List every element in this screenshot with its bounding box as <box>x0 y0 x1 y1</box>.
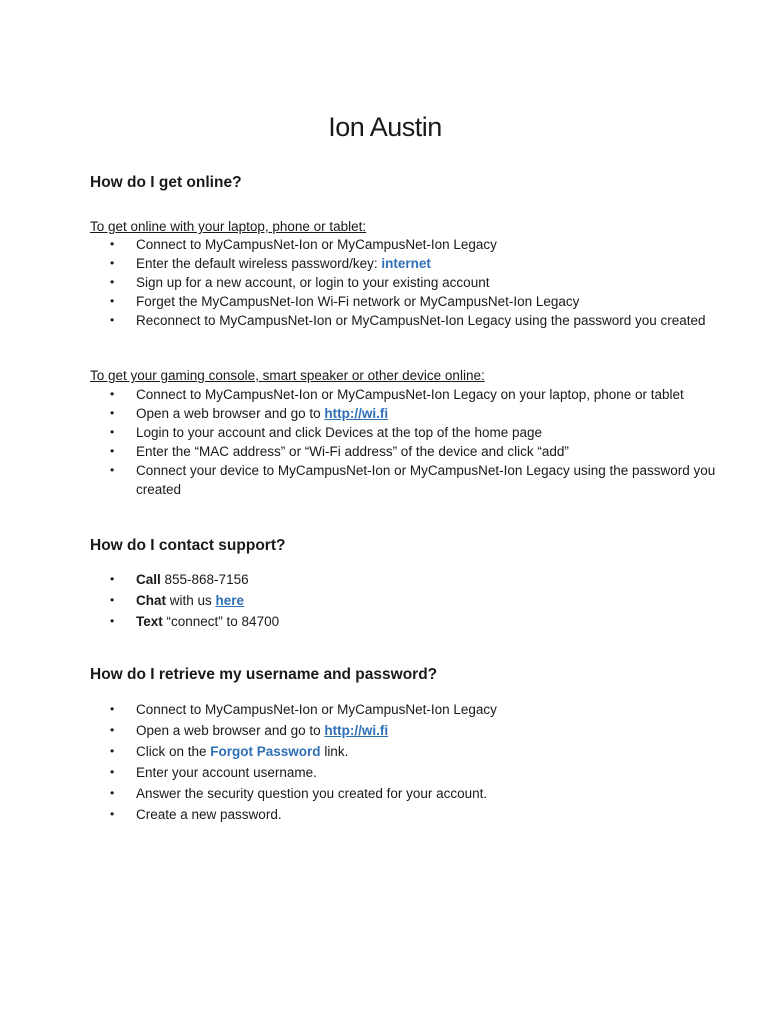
wifi-link[interactable]: http://wi.fi <box>324 406 389 421</box>
list-item: • Reconnect to MyCampusNet-Ion or MyCampusNet-Ion Legacy using the password you created <box>136 311 726 330</box>
chat-here-link[interactable]: here <box>215 593 245 608</box>
list-item: • Connect to MyCampusNet-Ion or MyCampusNet-Ion Legacy <box>136 235 726 254</box>
list-item: • Login to your account and click Devices at the top of the home page <box>136 423 726 442</box>
forgot-password-link[interactable]: Forgot Password <box>210 744 321 759</box>
device-steps-list <box>90 385 726 499</box>
list-item: • Chat with us here <box>136 590 726 611</box>
retrieve-steps-list <box>90 699 726 825</box>
list-item: • Sign up for a new account, or login to your existing account <box>136 273 726 292</box>
heading-get-online: How do I get online? <box>90 174 242 191</box>
list-item: • Click on the Forgot Password link. <box>136 741 726 762</box>
password-value: internet <box>381 256 431 271</box>
heading-retrieve-credentials: How do I retrieve my username and password? <box>90 666 438 683</box>
list-item: • Forget the MyCampusNet-Ion Wi-Fi network or MyCampusNet-Ion Legacy <box>136 292 726 311</box>
list-item: • Enter the “MAC address” or “Wi-Fi address” of the device and click “add” <box>136 442 726 461</box>
heading-contact-support: How do I contact support? <box>90 537 286 554</box>
page-title: Ion Austin <box>328 112 442 142</box>
list-item: • Open a web browser and go to http://wi.fi <box>136 720 726 741</box>
list-item: • Connect your device to MyCampusNet-Ion or MyCampusNet-Ion Legacy using the password you created <box>136 461 726 499</box>
list-item: • Text “connect” to 84700 <box>136 611 726 632</box>
list-item: • Create a new password. <box>136 804 726 825</box>
laptop-steps-list <box>90 235 726 330</box>
list-item: • Connect to MyCampusNet-Ion or MyCampusNet-Ion Legacy on your laptop, phone or tablet <box>136 385 726 404</box>
list-item: • Answer the security question you created for your account. <box>136 783 726 804</box>
intro-laptop: To get online with your laptop, phone or tablet: <box>90 219 367 234</box>
wifi-link[interactable]: http://wi.fi <box>324 723 389 738</box>
support-list <box>90 569 726 632</box>
list-item: • Connect to MyCampusNet-Ion or MyCampusNet-Ion Legacy <box>136 699 726 720</box>
intro-device: To get your gaming console, smart speaker or other device online: <box>90 368 485 383</box>
list-item: • Open a web browser and go to http://wi.fi <box>136 404 726 423</box>
list-item: • Enter the default wireless password/key: internet <box>136 254 726 273</box>
list-item: • Enter your account username. <box>136 762 726 783</box>
list-item: • Call 855-868-7156 <box>136 569 726 590</box>
